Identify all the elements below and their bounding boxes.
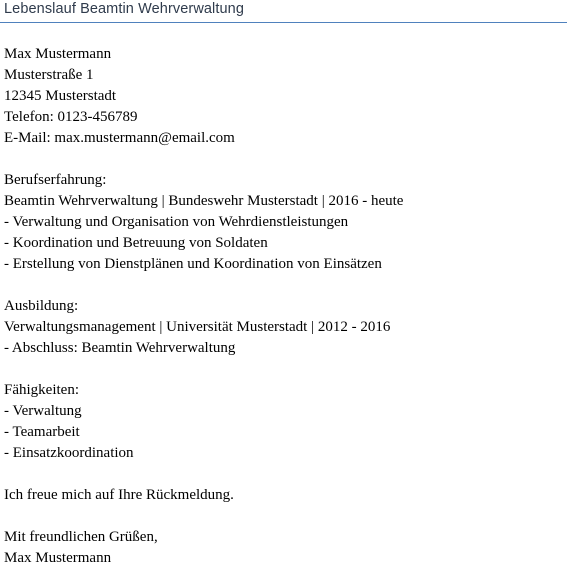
contact-street: Musterstraße 1 <box>4 67 94 83</box>
experience-heading: Berufserfahrung: <box>4 172 107 188</box>
contact-name: Max Mustermann <box>4 46 112 62</box>
experience-position: Beamtin Wehrverwaltung | Bundeswehr Musterstadt | 2016 - heute <box>4 193 404 209</box>
education-degree: - Abschluss: Beamtin Wehrverwaltung <box>4 340 236 356</box>
document-title: Lebenslauf Beamtin Wehrverwaltung <box>4 1 245 17</box>
closing-greeting: Mit freundlichen Grüßen, <box>4 529 158 545</box>
education-section <box>4 296 564 359</box>
spacer <box>4 275 564 296</box>
spacer <box>4 149 564 170</box>
skill-item: - Einsatzkoordination <box>4 445 134 461</box>
education-entry: Verwaltungsmanagement | Universität Musterstadt | 2012 - 2016 <box>4 319 391 335</box>
spacer <box>4 359 564 380</box>
skills-heading: Fähigkeiten: <box>4 382 79 398</box>
experience-duty: - Erstellung von Dienstplänen und Koordination von Einsätzen <box>4 256 382 272</box>
spacer <box>4 464 564 485</box>
title-underline <box>0 22 567 23</box>
document-body <box>4 44 564 569</box>
skill-item: - Teamarbeit <box>4 424 80 440</box>
spacer <box>4 506 564 527</box>
education-heading: Ausbildung: <box>4 298 79 314</box>
experience-duty: - Koordination und Betreuung von Soldaten <box>4 235 268 251</box>
contact-block <box>4 44 564 149</box>
skill-item: - Verwaltung <box>4 403 82 419</box>
contact-phone: Telefon: 0123-456789 <box>4 109 138 125</box>
experience-section <box>4 170 564 275</box>
signature-name: Max Mustermann <box>4 550 112 566</box>
contact-city: 12345 Musterstadt <box>4 88 117 104</box>
skills-section <box>4 380 564 464</box>
experience-duty: - Verwaltung und Organisation von Wehrdienstleistungen <box>4 214 349 230</box>
contact-email: E-Mail: max.mustermann@email.com <box>4 130 235 146</box>
closing-statement: Ich freue mich auf Ihre Rückmeldung. <box>4 487 234 503</box>
